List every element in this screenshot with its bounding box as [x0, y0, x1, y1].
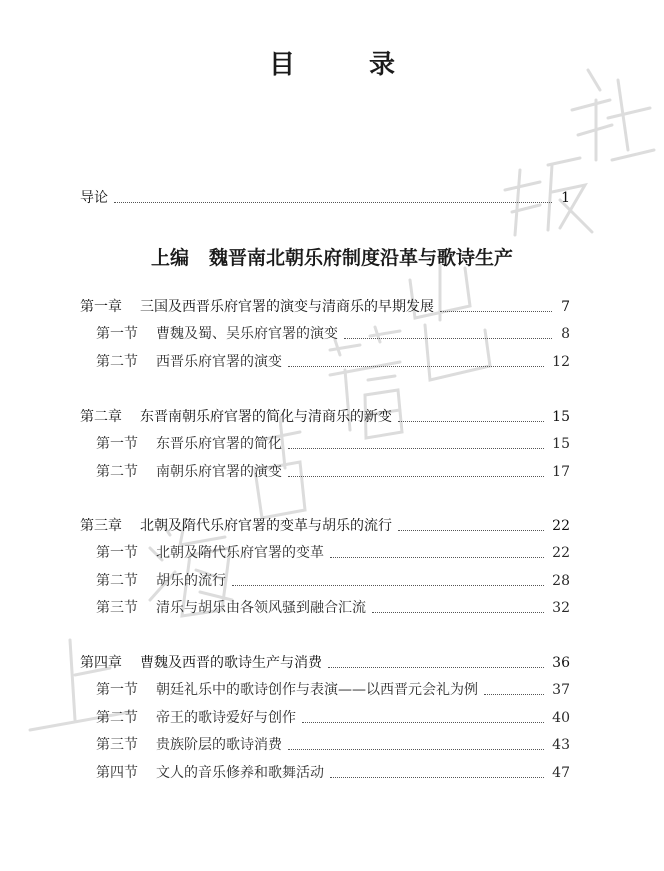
section-title: 贵族阶层的歌诗消费: [156, 737, 282, 753]
section-title: 帝王的歌诗爱好与创作: [156, 710, 296, 726]
section-number: 第二节: [96, 573, 138, 589]
page-number: 32: [552, 600, 570, 616]
toc-entry-section[interactable]: [96, 541, 570, 563]
dot-leader: [440, 310, 552, 312]
section-title: 北朝及隋代乐府官署的变革: [156, 545, 324, 561]
toc-entry-section[interactable]: [96, 432, 570, 454]
toc-entry-chapter[interactable]: [80, 295, 570, 317]
page-number: 40: [552, 710, 570, 726]
toc-entry-chapter[interactable]: [80, 651, 570, 673]
section-title: 曹魏及蜀、吴乐府官署的演变: [156, 326, 338, 342]
dot-leader: [344, 337, 552, 339]
section-number: 第二节: [96, 464, 138, 480]
chapter-number: 第二章: [80, 409, 122, 425]
toc-entry-section[interactable]: [96, 322, 570, 344]
section-number: 第一节: [96, 326, 138, 342]
toc-entry-section[interactable]: [96, 596, 570, 618]
toc-entry-section[interactable]: [96, 350, 570, 372]
chapter-title: 北朝及隋代乐府官署的变革与胡乐的流行: [140, 518, 392, 534]
page-number: 22: [552, 545, 570, 561]
page-number: 8: [561, 326, 570, 342]
page-number: 43: [552, 737, 570, 753]
dot-leader: [302, 721, 544, 723]
dot-leader: [328, 666, 544, 668]
part-heading: [0, 243, 664, 270]
page-title: 目 录: [268, 50, 419, 80]
toc-entry-intro[interactable]: [80, 186, 570, 208]
dot-leader: [114, 201, 552, 203]
page-number: 47: [552, 765, 570, 781]
section-title: 朝廷礼乐中的歌诗创作与表演——以西晋元会礼为例: [156, 682, 478, 698]
section-title: 南朝乐府官署的演变: [156, 464, 282, 480]
chapter-number: 第一章: [80, 299, 122, 315]
dot-leader: [330, 556, 544, 558]
chapter-title: 三国及西晋乐府官署的演变与清商乐的早期发展: [140, 299, 434, 315]
section-title: 东晋乐府官署的简化: [156, 436, 282, 452]
section-title: 胡乐的流行: [156, 573, 226, 589]
section-title: 西晋乐府官署的演变: [156, 354, 282, 370]
toc-entry-section[interactable]: [96, 761, 570, 783]
part-prefix: 上编: [150, 247, 189, 269]
page-number: 37: [552, 682, 570, 698]
dot-leader: [398, 529, 544, 531]
dot-leader: [398, 420, 544, 422]
section-title: 文人的音乐修养和歌舞活动: [156, 765, 324, 781]
dot-leader: [288, 365, 544, 367]
section-number: 第二节: [96, 710, 138, 726]
page-number: 15: [552, 409, 570, 425]
section-number: 第二节: [96, 354, 138, 370]
dot-leader: [372, 611, 544, 613]
dot-leader: [288, 447, 544, 449]
section-number: 第一节: [96, 436, 138, 452]
toc-entry-chapter[interactable]: [80, 514, 570, 536]
section-number: 第一节: [96, 682, 138, 698]
toc-entry-section[interactable]: [96, 569, 570, 591]
toc-entry-section[interactable]: [96, 678, 570, 700]
part-title: 魏晋南北朝乐府制度沿革与歌诗生产: [209, 247, 514, 269]
dot-leader: [288, 748, 544, 750]
dot-leader: [232, 584, 544, 586]
page-number: 7: [561, 299, 570, 315]
page-number: 15: [552, 436, 570, 452]
chapter-title: 曹魏及西晋的歌诗生产与消费: [140, 655, 322, 671]
dot-leader: [330, 776, 544, 778]
chapter-title: 东晋南朝乐府官署的简化与清商乐的新变: [140, 409, 392, 425]
toc-entry-section[interactable]: [96, 733, 570, 755]
toc-entry-chapter[interactable]: [80, 405, 570, 427]
page-number: 36: [552, 655, 570, 671]
dot-leader: [288, 475, 544, 477]
dot-leader: [484, 693, 544, 695]
entry-title: 导论: [80, 190, 108, 206]
page-number: 22: [552, 518, 570, 534]
page-number: 1: [561, 190, 570, 206]
section-number: 第三节: [96, 737, 138, 753]
page-number: 12: [552, 354, 570, 370]
section-title: 清乐与胡乐由各领风骚到融合汇流: [156, 600, 366, 616]
page-number: 28: [552, 573, 570, 589]
chapter-number: 第四章: [80, 655, 122, 671]
toc-entry-section[interactable]: [96, 706, 570, 728]
section-number: 第一节: [96, 545, 138, 561]
chapter-number: 第三章: [80, 518, 122, 534]
toc-entry-section[interactable]: [96, 460, 570, 482]
section-number: 第四节: [96, 765, 138, 781]
page-number: 17: [552, 464, 570, 480]
section-number: 第三节: [96, 600, 138, 616]
